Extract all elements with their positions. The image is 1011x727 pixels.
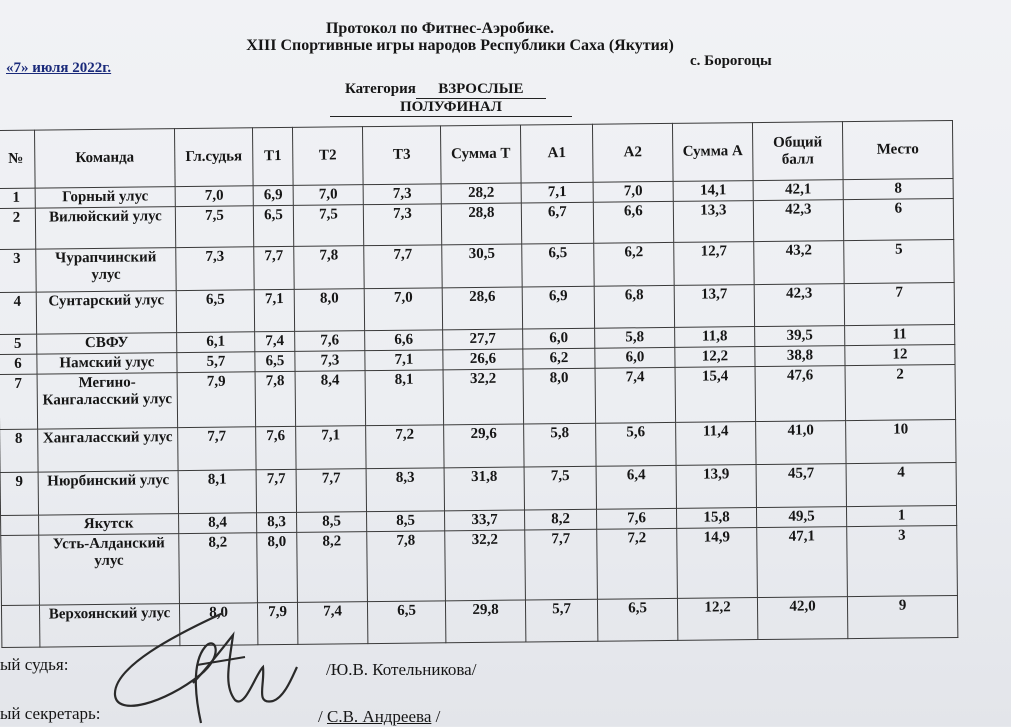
cell-a1: 6,5 bbox=[522, 243, 594, 287]
cell-a1: 7,7 bbox=[525, 529, 598, 600]
cell-sum-t: 33,7 bbox=[445, 510, 525, 531]
cell-sum-a: 13,3 bbox=[673, 201, 753, 243]
cell-a2: 5,8 bbox=[595, 327, 675, 348]
column-header-t2: Т2 bbox=[292, 127, 363, 186]
column-header-place: Место bbox=[842, 120, 953, 179]
cell-place: 6 bbox=[843, 198, 953, 240]
cell-a2: 7,0 bbox=[593, 181, 673, 202]
cell-a1: 6,7 bbox=[521, 202, 593, 244]
cell-team: Горный улус bbox=[35, 187, 175, 208]
cell-t2: 8,0 bbox=[294, 289, 364, 332]
cell-num bbox=[1, 535, 40, 605]
cell-total: 47,1 bbox=[757, 527, 848, 598]
cell-t2: 7,0 bbox=[293, 185, 363, 206]
cell-a1: 6,2 bbox=[523, 348, 595, 369]
cell-t1: 7,7 bbox=[254, 246, 294, 289]
table-row bbox=[0, 364, 956, 429]
cell-sum-a: 14,1 bbox=[673, 181, 753, 202]
column-header-total: Общий балл bbox=[752, 122, 843, 181]
table-header-row bbox=[0, 120, 953, 188]
cell-team: Вилюйский улус bbox=[35, 207, 175, 249]
cell-place: 1 bbox=[846, 505, 956, 526]
handwritten-signature bbox=[105, 605, 305, 726]
cell-a1: 6,9 bbox=[522, 286, 594, 329]
cell-sum-a: 14,9 bbox=[677, 528, 758, 599]
cell-a1: 5,7 bbox=[525, 599, 597, 642]
cell-a2: 6,8 bbox=[594, 285, 674, 328]
cell-sum-t: 28,2 bbox=[441, 183, 521, 204]
cell-t1: 7,4 bbox=[255, 331, 295, 351]
category-value: ВЗРОСЛЫЕ bbox=[416, 81, 546, 99]
column-header-t1: Т1 bbox=[252, 127, 293, 185]
cell-t1: 8,0 bbox=[257, 532, 298, 602]
column-header-t3: Т3 bbox=[362, 126, 441, 185]
cell-a2: 6,2 bbox=[594, 242, 674, 286]
secretary-name-line bbox=[318, 707, 440, 727]
cell-t3: 8,5 bbox=[367, 511, 445, 532]
cell-sum-t: 32,2 bbox=[443, 369, 524, 425]
stage-line bbox=[330, 99, 572, 117]
cell-t1: 7,6 bbox=[256, 426, 296, 469]
cell-t2: 7,8 bbox=[294, 246, 364, 290]
cell-sum-t: 28,8 bbox=[441, 203, 521, 245]
cell-t2: 7,1 bbox=[296, 426, 366, 470]
cell-team: Нюрбинский улус bbox=[38, 471, 178, 515]
cell-a1: 7,1 bbox=[521, 182, 593, 203]
column-header-sum-a: Сумма А bbox=[672, 123, 753, 182]
cell-t3: 6,6 bbox=[365, 330, 443, 351]
cell-team: Верхоянский улус bbox=[39, 604, 179, 647]
cell-place: 8 bbox=[843, 178, 953, 199]
cell-sum-t: 29,6 bbox=[444, 424, 524, 468]
cell-a1: 8,0 bbox=[523, 368, 596, 424]
cell-t1: 6,5 bbox=[253, 205, 293, 246]
results-table bbox=[0, 120, 958, 648]
cell-num: 1 bbox=[0, 188, 35, 208]
column-header-num: № bbox=[0, 130, 35, 188]
category-line bbox=[345, 81, 546, 99]
cell-a2: 7,2 bbox=[597, 528, 678, 599]
cell-t2: 7,3 bbox=[295, 351, 365, 372]
cell-place: 12 bbox=[845, 344, 955, 365]
cell-t2: 8,2 bbox=[297, 532, 368, 603]
cell-t1: 7,1 bbox=[254, 289, 294, 331]
cell-head-judge: 7,3 bbox=[176, 247, 254, 291]
cell-t2: 7,5 bbox=[293, 205, 363, 247]
cell-t1: 6,5 bbox=[255, 351, 295, 371]
cell-t1: 7,8 bbox=[255, 371, 296, 426]
cell-sum-a: 15,4 bbox=[675, 367, 756, 423]
cell-team: Якутск bbox=[39, 514, 179, 535]
cell-num: 7 bbox=[0, 374, 38, 429]
cell-t3: 7,2 bbox=[366, 425, 444, 469]
cell-num: 8 bbox=[0, 429, 38, 472]
cell-a1: 8,2 bbox=[525, 509, 597, 530]
cell-total: 42,3 bbox=[754, 284, 844, 327]
cell-sum-a: 13,7 bbox=[674, 285, 754, 328]
cell-sum-a: 11,4 bbox=[676, 422, 756, 466]
cell-place: 2 bbox=[845, 364, 956, 420]
cell-head-judge: 6,1 bbox=[177, 332, 255, 353]
cell-place: 4 bbox=[846, 462, 956, 506]
cell-head-judge: 8,1 bbox=[178, 470, 256, 514]
cell-a2: 6,4 bbox=[596, 465, 676, 509]
cell-head-judge: 6,5 bbox=[176, 290, 254, 333]
cell-sum-t: 29,8 bbox=[445, 600, 525, 643]
cell-t3: 7,1 bbox=[365, 350, 443, 371]
secretary-prefix: / bbox=[318, 707, 323, 726]
cell-place: 10 bbox=[846, 419, 956, 463]
cell-sum-t: 26,6 bbox=[443, 349, 523, 370]
secretary-suffix: / bbox=[435, 707, 441, 726]
cell-num bbox=[1, 605, 39, 647]
cell-sum-t: 27,7 bbox=[443, 329, 523, 350]
cell-num: 5 bbox=[0, 334, 37, 354]
cell-t3: 8,3 bbox=[366, 468, 444, 512]
cell-place: 7 bbox=[844, 282, 954, 325]
cell-t2: 8,5 bbox=[297, 512, 367, 533]
cell-place: 9 bbox=[847, 595, 957, 638]
cell-place: 11 bbox=[845, 324, 955, 345]
cell-head-judge: 7,7 bbox=[178, 427, 256, 471]
column-header-sum-t: Сумма Т bbox=[440, 125, 521, 184]
cell-total: 39,5 bbox=[755, 326, 845, 347]
cell-sum-t: 32,2 bbox=[445, 530, 526, 601]
cell-sum-a: 12,2 bbox=[675, 347, 755, 368]
cell-team: Чурапчинский улус bbox=[36, 248, 176, 292]
cell-t1: 7,7 bbox=[256, 469, 296, 512]
secretary-label: ый секретарь: bbox=[0, 704, 101, 723]
table-row bbox=[1, 525, 958, 605]
cell-a2: 5,6 bbox=[596, 422, 676, 466]
cell-total: 42,0 bbox=[757, 597, 847, 640]
cell-head-judge: 8,0 bbox=[179, 603, 257, 646]
secretary-name: С.В. Андреева bbox=[326, 707, 432, 726]
head-judge-name: /Ю.В. Котельникова/ bbox=[326, 660, 477, 679]
cell-t2: 7,7 bbox=[296, 469, 366, 513]
cell-num: 4 bbox=[0, 292, 37, 334]
column-header-head-judge: Гл.судья bbox=[174, 128, 253, 187]
document-date: «7» июля 2022г. bbox=[6, 60, 112, 76]
cell-t2: 8,4 bbox=[295, 371, 366, 427]
cell-total: 43,2 bbox=[754, 241, 844, 285]
document-place: с. Борогоцы bbox=[690, 53, 772, 69]
cell-place: 3 bbox=[847, 525, 958, 596]
cell-a2: 7,6 bbox=[597, 508, 677, 529]
cell-total: 42,1 bbox=[753, 180, 843, 201]
cell-t3: 7,0 bbox=[364, 288, 442, 331]
cell-team: СВФУ bbox=[37, 333, 177, 354]
cell-sum-t: 28,6 bbox=[442, 287, 522, 330]
cell-head-judge: 8,4 bbox=[179, 513, 257, 534]
cell-sum-t: 31,8 bbox=[444, 467, 524, 511]
cell-sum-a: 13,9 bbox=[676, 465, 756, 509]
cell-num: 2 bbox=[0, 208, 36, 249]
cell-sum-a: 11,8 bbox=[675, 327, 755, 348]
cell-t3: 7,3 bbox=[363, 184, 441, 205]
cell-total: 38,8 bbox=[755, 346, 845, 367]
cell-total: 41,0 bbox=[756, 421, 846, 465]
cell-a1: 7,5 bbox=[524, 466, 596, 510]
cell-sum-a: 12,7 bbox=[674, 242, 754, 286]
column-header-a2: А2 bbox=[592, 123, 673, 182]
cell-team: Намский улус bbox=[37, 353, 177, 374]
cell-t3: 7,8 bbox=[367, 531, 446, 602]
category-label: Категория bbox=[345, 81, 416, 97]
cell-team: Хангаласский улус bbox=[38, 428, 178, 472]
cell-total: 47,6 bbox=[755, 366, 846, 422]
cell-sum-a: 12,2 bbox=[677, 598, 757, 641]
column-header-team: Команда bbox=[35, 129, 176, 188]
cell-t3: 8,1 bbox=[365, 370, 444, 426]
cell-num: 9 bbox=[0, 472, 38, 515]
cell-head-judge: 7,5 bbox=[175, 206, 253, 248]
cell-sum-a: 15,8 bbox=[676, 508, 756, 529]
cell-team: Мегино-Кангаласский улус bbox=[37, 373, 178, 429]
cell-a1: 5,8 bbox=[524, 423, 596, 467]
cell-place: 5 bbox=[844, 239, 954, 283]
cell-team: Усть-Алданский улус bbox=[39, 534, 180, 605]
cell-t3: 7,7 bbox=[364, 245, 442, 289]
cell-num bbox=[1, 515, 39, 535]
column-header-a1: А1 bbox=[520, 124, 593, 183]
stage-value: ПОЛУФИНАЛ bbox=[330, 99, 572, 117]
document-subtitle: XIII Спортивные игры народов Республики Саха (Якутия) bbox=[246, 37, 674, 54]
cell-t3: 7,3 bbox=[363, 204, 441, 246]
cell-total: 49,5 bbox=[756, 507, 846, 528]
cell-head-judge: 5,7 bbox=[177, 352, 255, 373]
cell-a2: 6,5 bbox=[597, 598, 677, 641]
cell-total: 45,7 bbox=[756, 464, 846, 508]
document-title: Протокол по Фитнес-Аэробике. bbox=[325, 20, 555, 37]
cell-head-judge: 7,9 bbox=[177, 372, 256, 428]
cell-a2: 7,4 bbox=[595, 367, 676, 423]
cell-t1: 8,3 bbox=[257, 512, 297, 532]
cell-num: 3 bbox=[0, 249, 36, 292]
cell-t3: 6,5 bbox=[367, 601, 445, 644]
cell-t1: 6,9 bbox=[253, 185, 293, 205]
cell-head-judge: 7,0 bbox=[175, 186, 253, 207]
cell-a2: 6,6 bbox=[593, 201, 673, 243]
head-judge-label: ый судья: bbox=[0, 655, 69, 674]
cell-team: Сунтарский улус bbox=[36, 291, 176, 334]
cell-num: 6 bbox=[0, 354, 37, 374]
cell-t1: 7,9 bbox=[257, 602, 297, 644]
cell-t2: 7,4 bbox=[297, 602, 367, 645]
cell-sum-t: 30,5 bbox=[442, 244, 522, 288]
cell-head-judge: 8,2 bbox=[179, 533, 258, 604]
cell-a1: 6,0 bbox=[523, 328, 595, 349]
cell-t2: 7,6 bbox=[295, 331, 365, 352]
cell-total: 42,3 bbox=[753, 200, 843, 242]
cell-a2: 6,0 bbox=[595, 347, 675, 368]
